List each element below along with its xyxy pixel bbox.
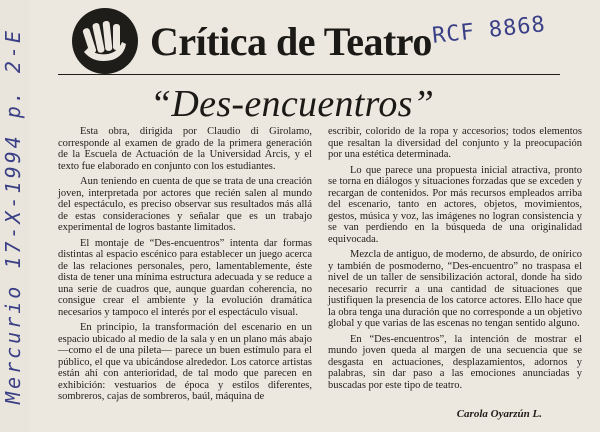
article-column-right bbox=[328, 126, 582, 395]
header-divider bbox=[58, 74, 560, 75]
paragraph: Esta obra, dirigida por Claudio di Girolamo, corresponde al examen de grado de la primera generación de la Escuela de Actuación de la Universidad Arcis, y el texto fue elaborado en conjunto con los estudiantes. bbox=[58, 126, 312, 172]
article-headline: “Des-encuentros” bbox=[150, 83, 435, 125]
paragraph: En principio, la transformación del escenario en un espacio ubicado al medio de la sala y en un plano más abajo —como el de una pileta— parece un buen estímulo para el público, el que va ubicándose alrededor. Los catorce artistas están ahí con anterioridad, de tal modo que parecen en exhibición: vestuarios de época y estilos diferentes, sombreros, cajas de sombreros, baúl, máquina de bbox=[58, 322, 312, 402]
paragraph: Lo que parece una propuesta inicial atractiva, pronto se torna en diálogos y situaciones forzadas que se exceden y recargan de contenidos. Por más recursos empleados arriba del escenario, tanto en actores, objetos, movimientos, gestos, música y voz, las imágenes no logran consistencia y se van perdiendo en la búsqueda de una originalidad equivocada. bbox=[328, 164, 582, 245]
author-signature: Carola Oyarzún L. bbox=[456, 408, 542, 420]
paragraph: Mezcla de antiguo, de moderno, de absurdo, de onírico y también de posmoderno, “Des-encuentro” no traspasa el nivel de un taller de sensibilización actoral, donde ha sido necesario recurrir a una cantidad de situaciones que justifiquen la presencia de los catorce actores. Ello hace que la obra tenga una duración que no corresponde a un objetivo global y que varias de las escenas no tengan sentido alguno. bbox=[328, 249, 582, 329]
paragraph: Aun teniendo en cuenta de que se trata de una creación joven, interpretada por actores que recién salen al mundo del espectáculo, es preciso observar sus resultados más allá de estas consideraciones y señalar que es un trabajo experimental de logros bastante limitados. bbox=[58, 176, 312, 233]
article-column-left bbox=[58, 126, 312, 407]
paragraph: En “Des-encuentros”, la intención de mostrar el mundo joven queda al margen de una secuencia que se desgasta en actuaciones, desplazamientos, adornos y palabras, sin dar paso a las emociones anunciadas y buscadas por este tipo de teatro. bbox=[328, 333, 582, 391]
paragraph: El montaje de “Des-encuentros” intenta dar formas distintas al espacio escénico para establecer un juego acerca de las relaciones personales, pero, lamentablemente, éste dista de tener una mínima estructura adecuada y se reduce a una serie de cuadros que, aunque guardan coherencia, no consigue crear el ambiente y la evolución dramática necesarios y tampoco el interés por el espectáculo visual. bbox=[58, 237, 312, 318]
theater-hand-logo-icon bbox=[72, 8, 138, 74]
section-title: Crítica de Teatro bbox=[150, 19, 432, 64]
margin-note-text: Mercurio 17-X-1994 p. 2-E bbox=[1, 27, 25, 405]
handwritten-margin-note bbox=[0, 0, 28, 432]
paragraph: escribir, colorido de la ropa y accesorios; todos elementos que resaltan la diversidad del conjunto y la preocupación por una estética determinada. bbox=[328, 126, 582, 160]
handwritten-archive-code: RCF 8868 bbox=[431, 12, 547, 49]
